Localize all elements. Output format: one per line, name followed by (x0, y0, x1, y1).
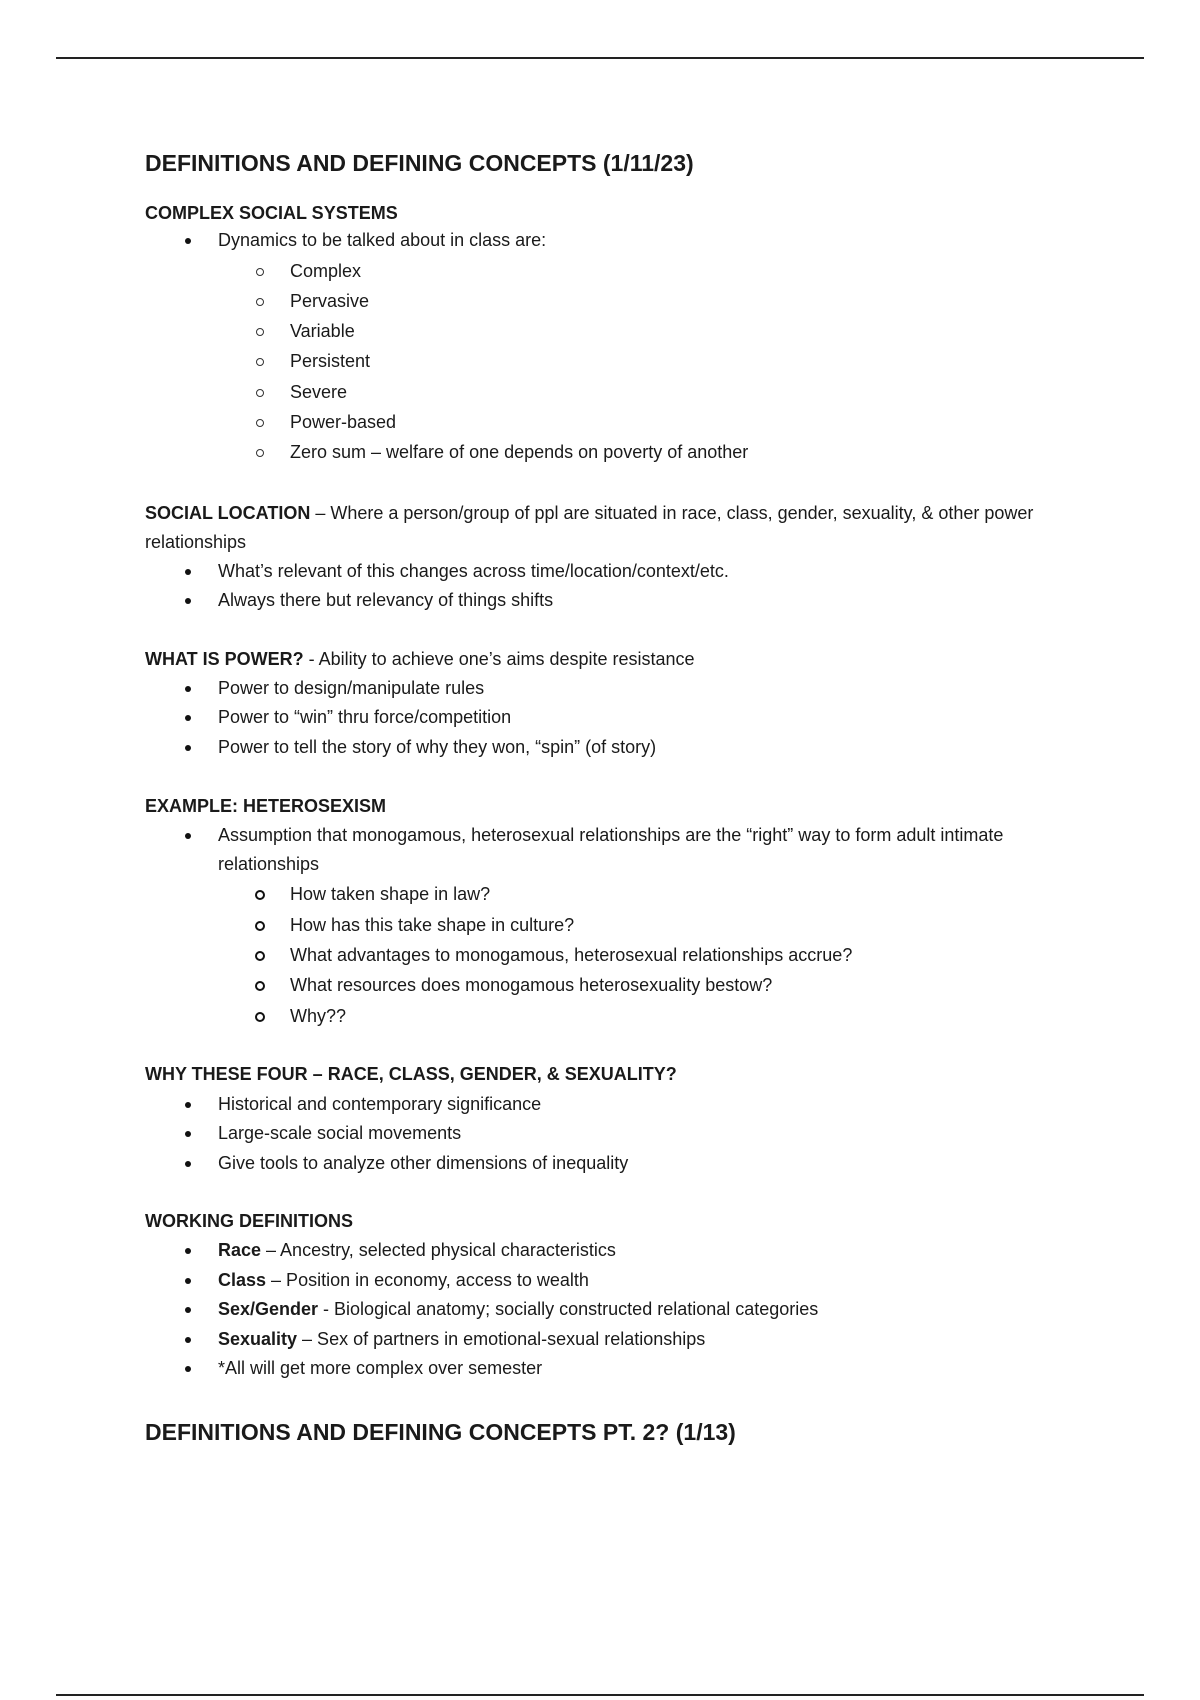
definition-sexuality: Sexuality – Sex of partners in emotional-sexual relationships (218, 1329, 706, 1349)
section-heading-working: WORKING DEFINITIONS (145, 1211, 353, 1231)
section-social-location: SOCIAL LOCATION – Where a person/group of ppl are situated in race, class, gender, sexuality, & other power relationships (145, 503, 1034, 552)
circle-bullet-icon (253, 408, 267, 437)
definition-note: *All will get more complex over semester (218, 1358, 543, 1378)
list-item: Large-scale social movements (218, 1123, 462, 1143)
circle-bullet-icon (253, 880, 267, 909)
list-item: Power to “win” thru force/competition (218, 707, 512, 727)
list-item: Dynamics to be talked about in class are: (218, 230, 547, 250)
list-item: What’s relevant of this changes across time/location/context/etc. (218, 561, 729, 581)
list-subitem: Complex (290, 261, 362, 281)
bullet-icon (181, 586, 195, 615)
list-subitem: Power-based (290, 412, 397, 432)
circle-bullet-icon (253, 378, 267, 407)
definition-sex-gender: Sex/Gender - Biological anatomy; socially constructed relational categories (218, 1299, 819, 1319)
list-subitem: What advantages to monogamous, heterosexual relationships accrue? (290, 945, 853, 965)
bullet-icon (181, 703, 195, 732)
bullet-icon (181, 557, 195, 586)
section-heading-heterosexism: EXAMPLE: HETEROSEXISM (145, 796, 387, 816)
footer-rule (56, 1694, 1144, 1696)
list-item: Historical and contemporary significance (218, 1094, 542, 1114)
bullet-icon (181, 1266, 195, 1295)
list-subitem: Zero sum – welfare of one depends on poverty of another (290, 442, 749, 462)
list-subitem: Variable (290, 321, 355, 341)
circle-bullet-icon (253, 317, 267, 346)
bullet-icon (181, 1149, 195, 1178)
bullet-icon (181, 821, 195, 850)
circle-bullet-icon (253, 347, 267, 376)
header-rule (56, 57, 1144, 59)
list-item: Power to tell the story of why they won, “spin” (of story) (218, 737, 657, 757)
bullet-icon (181, 226, 195, 255)
list-item: Give tools to analyze other dimensions of inequality (218, 1153, 629, 1173)
circle-bullet-icon (253, 257, 267, 286)
page-title: DEFINITIONS AND DEFINING CONCEPTS (1/11/23) (145, 150, 694, 176)
circle-bullet-icon (253, 287, 267, 316)
bullet-icon (181, 1354, 195, 1383)
circle-bullet-icon (253, 971, 267, 1000)
section-heading-complex: COMPLEX SOCIAL SYSTEMS (145, 203, 398, 223)
section-heading-why-four: WHY THESE FOUR – RACE, CLASS, GENDER, & SEXUALITY? (145, 1064, 677, 1084)
list-item: Power to design/manipulate rules (218, 678, 485, 698)
section-title-2: DEFINITIONS AND DEFINING CONCEPTS PT. 2? (1/13) (145, 1419, 736, 1445)
bullet-icon (181, 1119, 195, 1148)
list-subitem: How has this take shape in culture? (290, 915, 575, 935)
section-power: WHAT IS POWER? - Ability to achieve one’s aims despite resistance (145, 649, 695, 669)
circle-bullet-icon (253, 438, 267, 467)
bullet-icon (181, 1090, 195, 1119)
circle-bullet-icon (253, 1002, 267, 1031)
list-item: Always there but relevancy of things shifts (218, 590, 554, 610)
bullet-icon (181, 1325, 195, 1354)
circle-bullet-icon (253, 911, 267, 940)
list-subitem: Persistent (290, 351, 371, 371)
list-subitem: How taken shape in law? (290, 884, 491, 904)
bullet-icon (181, 733, 195, 762)
list-item: Assumption that monogamous, heterosexual relationships are the “right” way to form adult intimate relationships (218, 825, 1004, 874)
definition-race: Race – Ancestry, selected physical characteristics (218, 1240, 616, 1260)
list-subitem: Why?? (290, 1006, 347, 1026)
circle-bullet-icon (253, 941, 267, 970)
bullet-icon (181, 1236, 195, 1265)
bullet-icon (181, 1295, 195, 1324)
list-subitem: What resources does monogamous heterosexuality bestow? (290, 975, 773, 995)
definition-class: Class – Position in economy, access to wealth (218, 1270, 589, 1290)
list-subitem: Pervasive (290, 291, 370, 311)
list-subitem: Severe (290, 382, 348, 402)
bullet-icon (181, 674, 195, 703)
